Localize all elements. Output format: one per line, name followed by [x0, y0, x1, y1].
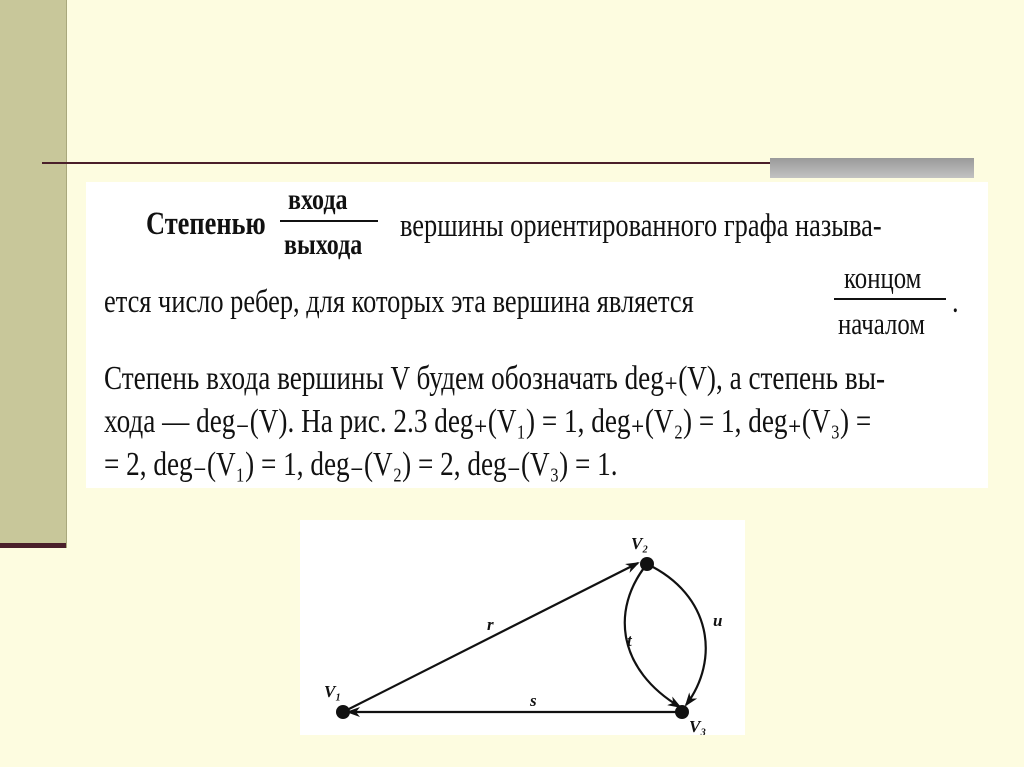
definition-lead-word: Степенью [146, 206, 266, 242]
edge-r [343, 563, 638, 712]
vertex-label-v1: V₁ [324, 682, 342, 701]
notation-line2: хода — deg₋(V). На рис. 2.3 deg₊(V₁) = 1, deg₊(V₂) = 1, deg₊(V₃) = [104, 403, 872, 440]
directed-graph [300, 520, 745, 735]
fraction-top-end: концом [844, 260, 922, 295]
edge-label-u: u [713, 611, 723, 630]
graph-figure [300, 520, 745, 735]
vertex-v3 [675, 705, 689, 719]
vertex-label-v3: V₃ [689, 717, 707, 735]
fraction-top-input: входа [288, 183, 348, 216]
fraction-bar-2 [834, 298, 946, 300]
left-decor-bar [0, 0, 67, 548]
edge-label-r: r [487, 615, 494, 634]
fraction-bottom-output: выхода [284, 228, 363, 261]
notation-line3: = 2, deg₋(V₁) = 1, deg₋(V₂) = 2, deg₋(V₃) = 1. [104, 446, 618, 483]
edge-u [647, 564, 706, 705]
definition-line2: ется число ребер, для которых эта вершина является [104, 284, 694, 320]
edge-t [625, 564, 680, 707]
edge-label-t: t [627, 631, 632, 650]
definition-period: . [952, 284, 959, 320]
definition-text-panel [86, 182, 988, 488]
divider-accent [770, 158, 974, 178]
vertex-v1 [336, 705, 350, 719]
fraction-bar [280, 220, 378, 222]
vertex-v2 [640, 557, 654, 571]
vertex-label-v2: V₂ [631, 534, 649, 553]
edge-label-s: s [530, 691, 537, 710]
notation-line1: Степень входа вершины V будем обозначать deg₊(V), а степень вы- [104, 360, 886, 397]
left-bar-underline [0, 543, 66, 548]
fraction-bottom-start: началом [838, 306, 925, 341]
definition-line1-rest: вершины ориентированного графа называ- [400, 208, 882, 244]
